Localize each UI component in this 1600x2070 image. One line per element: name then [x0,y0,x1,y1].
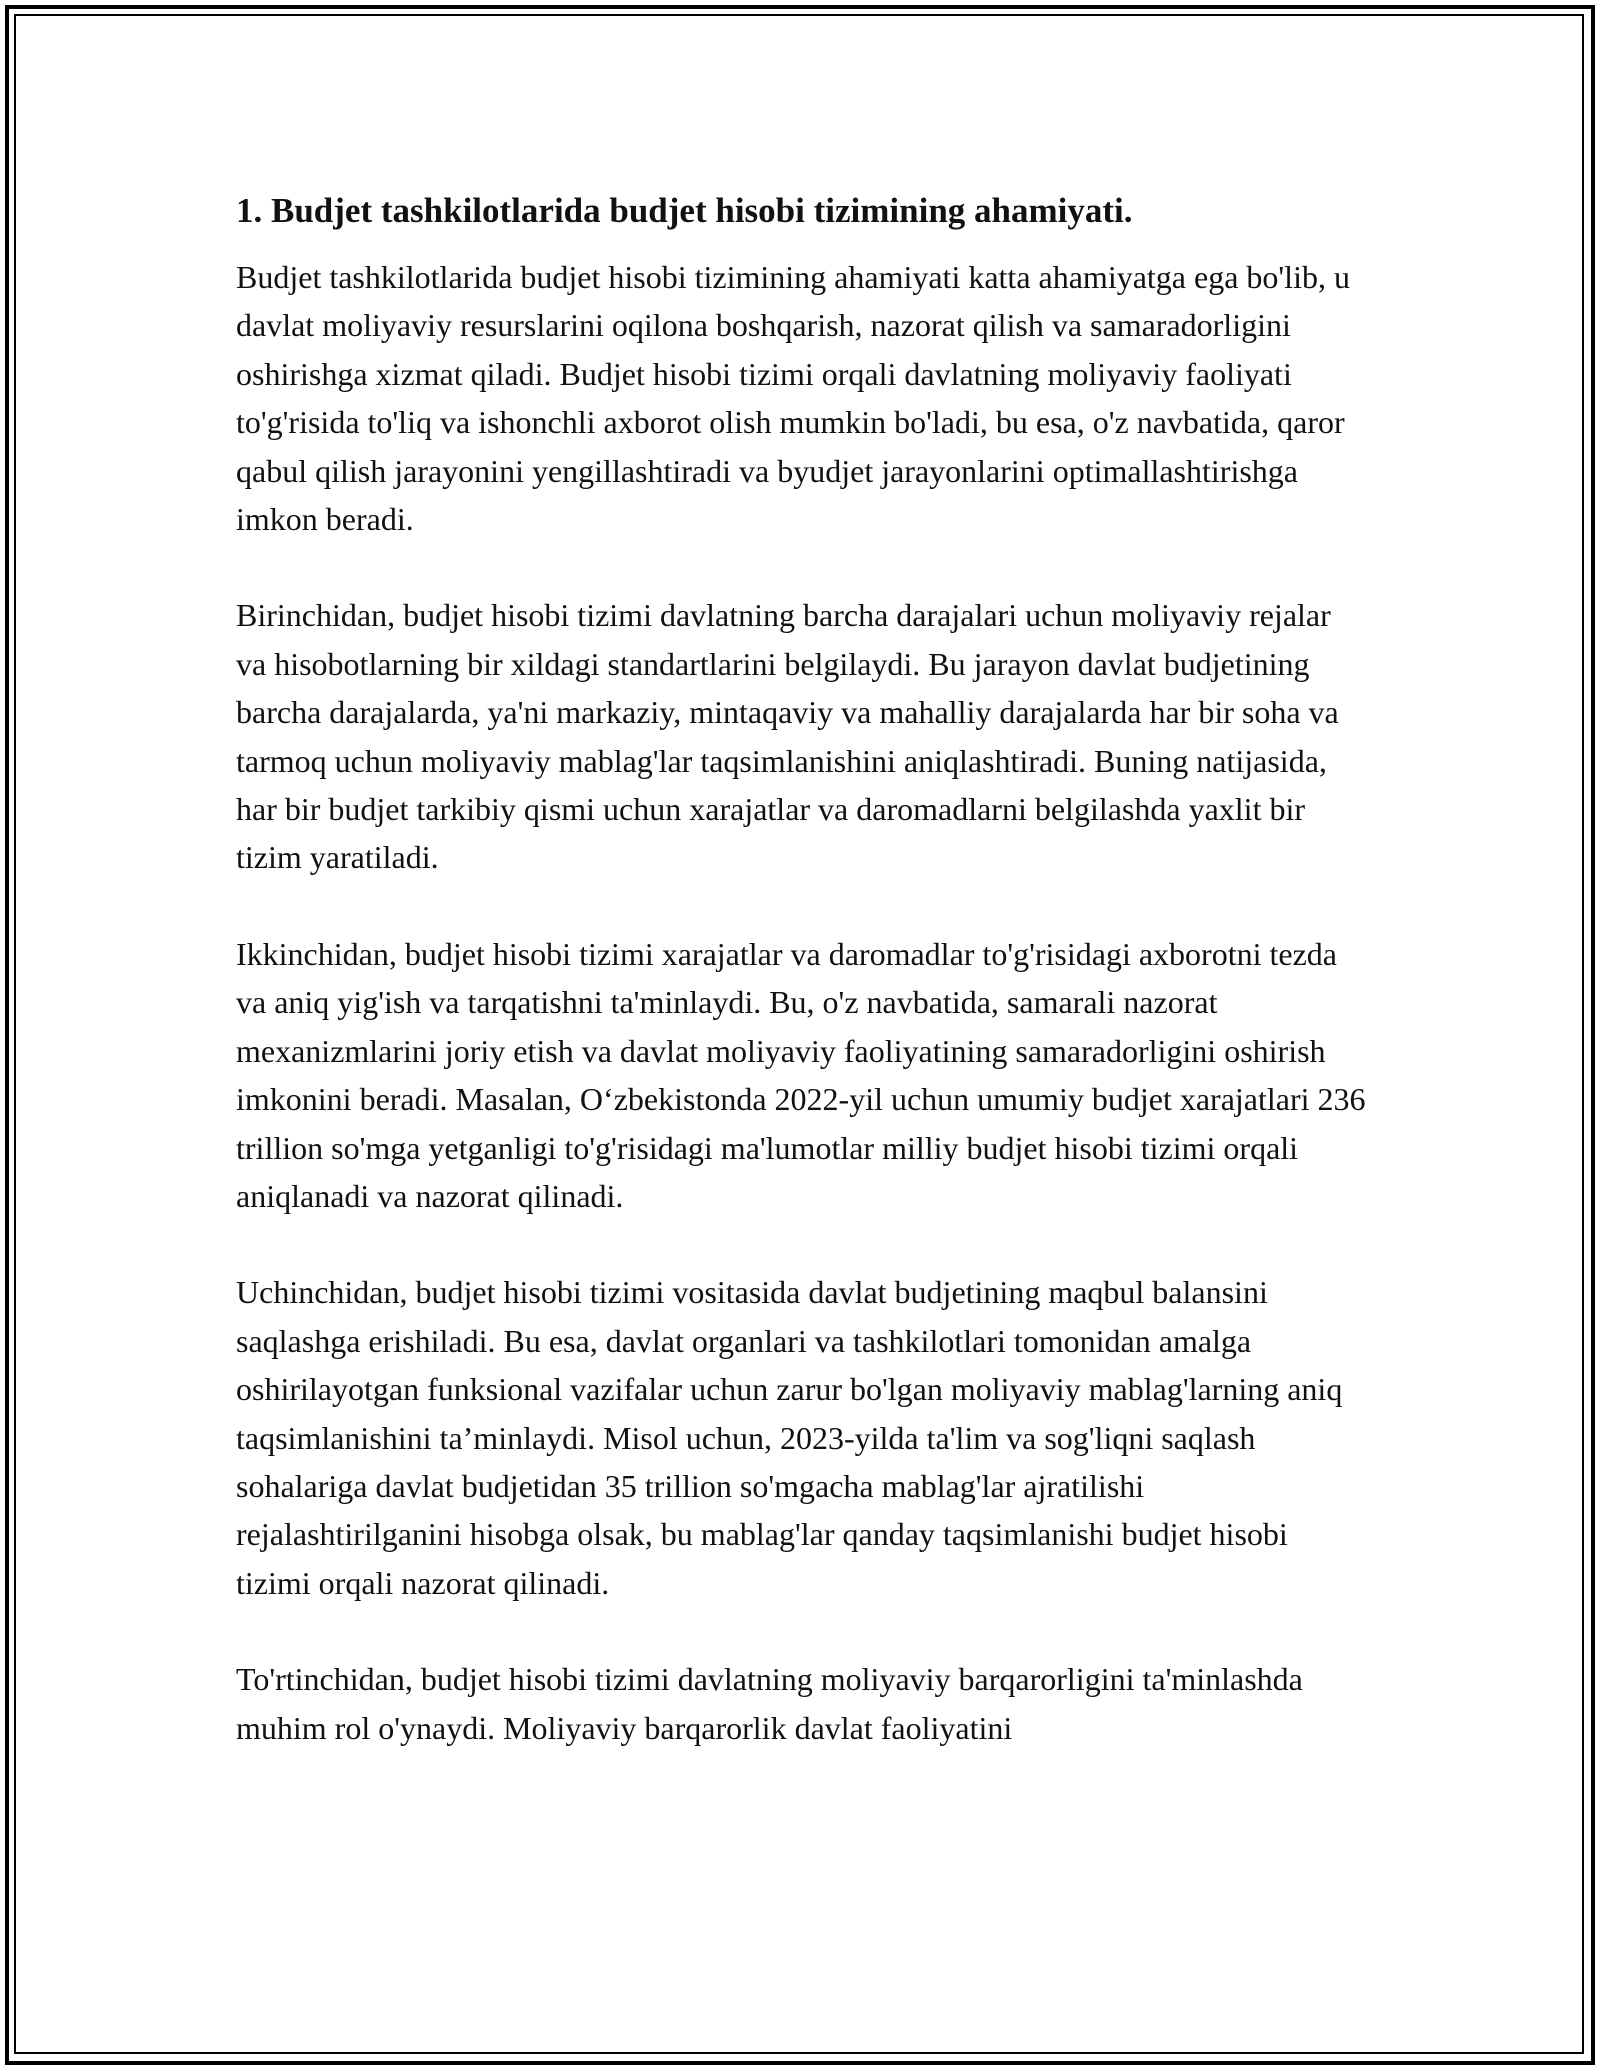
paragraph-first: Birinchidan, budjet hisobi tizimi davlatning barcha darajalari uchun moliyaviy rejalar va hisobotlarning bir xildagi standartlarini belgilaydi. Bu jarayon davlat budjetining barcha darajalarda, ya'ni markaziy, mintaqaviy va mahalliy darajalarda har bir soha va tarmoq uchun moliyaviy mablag'lar taqsimlanishini aniqlashtiradi. Buning natijasida, har bir budjet tarkibiy qismi uchun xarajatlar va daromadlarni belgilashda yaxlit bir tizim yaratiladi. [236,597,1339,876]
paragraph-second: Ikkinchidan, budjet hisobi tizimi xarajatlar va daromadlar to'g'risidagi axborotni tezda va aniq yig'ish va tarqatishni ta'minlaydi. Bu, o'z navbatida, samarali nazorat mexanizmlarini joriy etish va davlat moliyaviy faoliyatining samaradorligini oshirish imkonini beradi. Masalan, O‘zbekistonda 2022-yil uchun umumiy budjet xarajatlari 236 trillion so'mga yetganligi to'g'risidagi ma'lumotlar milliy budjet hisobi tizimi orqali aniqlanadi va nazorat qilinadi. [236,935,1366,1214]
paragraph-intro: Budjet tashkilotlarida budjet hisobi tizimining ahamiyati katta ahamiyatga ega bo'lib, u davlat moliyaviy resurslarini oqilona boshqarish, nazorat qilish va samaradorligini oshirishga xizmat qiladi. Budjet hisobi tizimi orqali davlatning moliyaviy faoliyati to'g'risida to'liq va ishonchli axborot olish mumkin bo'ladi, bu esa, o'z navbatida, qaror qabul qilish jarayonini yengillashtiradi va byudjet jarayonlarini optimallashtirishga imkon beradi. [236,259,1350,538]
paragraph-fourth: To'rtinchidan, budjet hisobi tizimi davlatning moliyaviy barqarorligini ta'minlashda muhim rol o'ynaydi. Moliyaviy barqarorlik davlat faoliyatini [236,1661,1303,1746]
document-body [236,186,1366,1752]
section-heading: 1. Budjet tashkilotlarida budjet hisobi tizimining ahamiyati. [236,191,1133,230]
paragraph-third: Uchinchidan, budjet hisobi tizimi vositasida davlat budjetining maqbul balansini saqlashga erishiladi. Bu esa, davlat organlari va tashkilotlari tomonidan amalga oshirilayotgan funksional vazifalar uchun zarur bo'lgan moliyaviy mablag'larning aniq taqsimlanishini ta’minlaydi. Misol uchun, 2023-yilda ta'lim va sog'liqni saqlash sohalariga davlat budjetidan 35 trillion so'mgacha mablag'lar ajratilishi rejalashtirilganini hisobga olsak, bu mablag'lar qanday taqsimlanishi budjet hisobi tizimi orqali nazorat qilinadi. [236,1274,1343,1601]
